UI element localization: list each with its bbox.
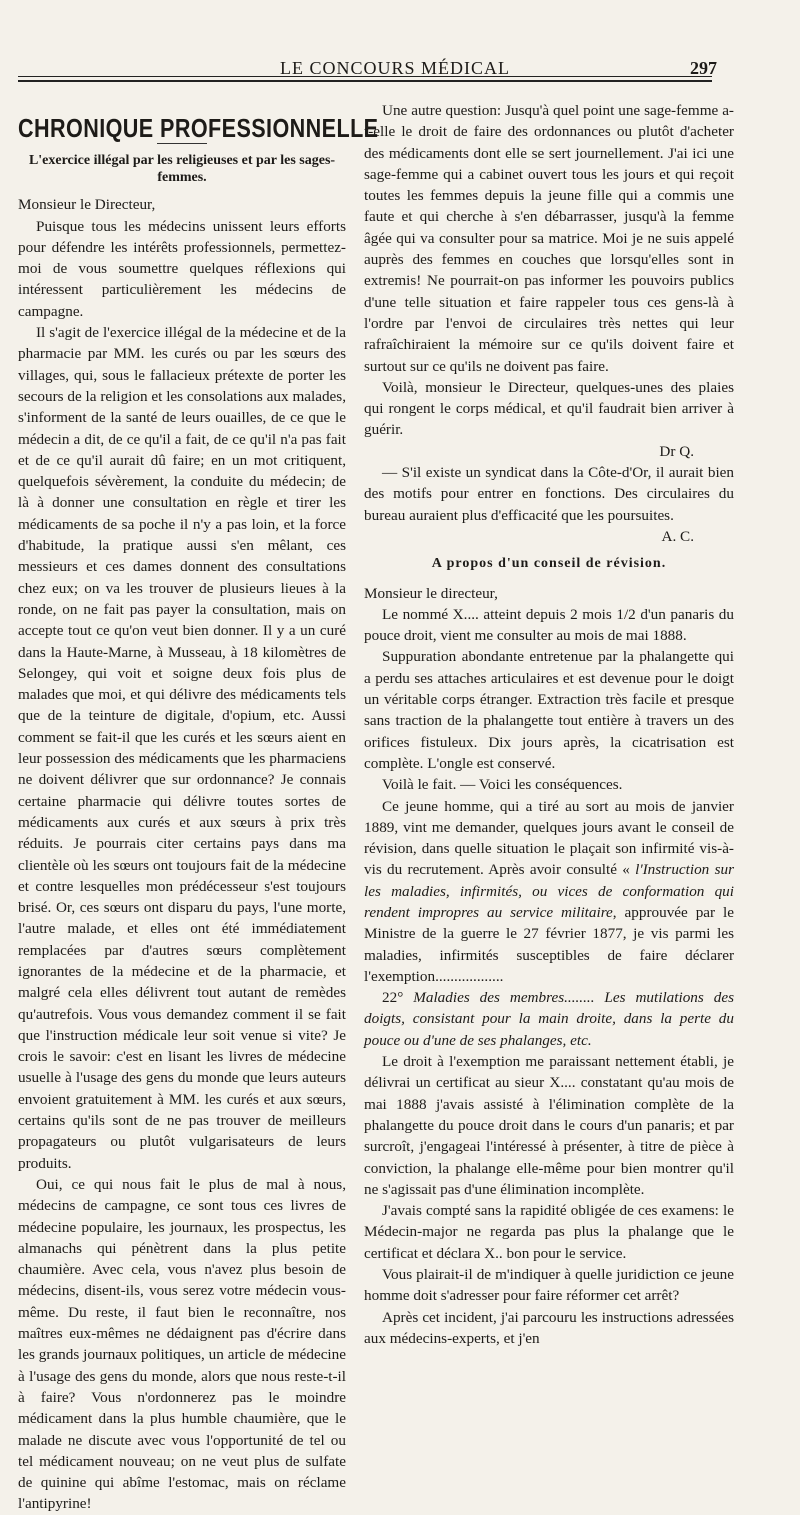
text-run: , approuvée par le Ministre de la guerre le 27 février 1877, je vis parmi les maladies, infirmités susceptibles de faire déclarer l'exemption.................. — [364, 903, 734, 985]
paragraph — [364, 987, 734, 1051]
signature: Dr Q. — [659, 442, 694, 460]
paragraph: Oui, ce qui nous fait le plus de mal à nous, médecins de campagne, ce sont tous ces livres de médecine populaire, les journaux, les prospectus, les almanachs qui pénètrent dans la plus petite chaumière. Avec cela, vous n'avez plus besoin de médecins, disent-ils, vous serez votre médecin vous-même. Du reste, il faut bien le reconnaître, nos maîtres eux-mêmes ne dédaignent pas d'écrire dans les grands journaux politiques, un article de médecine à l'usage des gens du monde, alors que nous reste-t-il à faire? Vous n'ordonnerez pas le moindre médicament dans la plus humble chaumière, que le malade ne discute avec vous l'opportunité de tel ou tel médicament nouveau; on ne veut plus de sulfate de quinine qui abîme l'estomac, mais on réclame l'antipyrine! — [18, 1175, 346, 1513]
paragraph: Le droit à l'exemption me paraissant nettement établi, je délivrai un certificat au sieur X.... constatant qu'au mois de mai 1888 j'avais assisté à l'élimination complète de la phalangette du pouce droit dans le cours d'un panaris; et par surcroît, j'engageai l'intéressé à présenter, à titre de pièce à conviction, la phalange elle-même pour bien montrer qu'il ne s'agissait pas d'une élimination incomplète. — [364, 1053, 734, 1198]
salutation: Monsieur le Directeur, — [18, 196, 156, 214]
paragraph: Suppuration abondante entretenue par la phalangette qui a perdu ses attaches articulaires et est devenue pour le doigt un véritable corps étranger. Extraction très facile et presque sans traction de la phalangette tout entière à travers un des orifices fistuleux. Dix jours après, la cicatrisation est complète. L'ongle est conservé. — [364, 648, 734, 772]
header-rule-thick — [18, 80, 712, 82]
paragraph: Après cet incident, j'ai parcouru les instructions adressées aux médecins-experts, et j'en — [364, 1308, 734, 1347]
left-column — [18, 100, 379, 1515]
article-title: L'exercice illégal par les religieuses et par les sages-femmes. — [28, 153, 336, 186]
paragraph: Il s'agit de l'exercice illégal de la médecine et de la pharmacie par MM. les curés ou par les sœurs des villages, qui, sous le fallacieux prétexte de porter les secours de la religion et les consolations aux malades, s'informent de la santé de leurs ouailles, de ce que le médecin a dit, de ce qu'il a fait, de ce qu'il n'a pas fait et de ce qu'il aurait dû faire; en un mot critiquent, quelquefois sévèrement, la conduite du médecin; de là à donner une consultation en règle et tirer les médicaments de sa poche il n'y a pas loin, et la force d'habitude, la pratique aussi s'en mêlant, ces messieurs et ces dames donnent des consultations chez eux; on va les trouver de plusieurs lieues à la ronde, on ne fait pas payer la consultation, mais on accepte tout ce qu'on veut bien donner. Il y a un curé dans la Haute-Marne, à Musseau, à 18 kilomètres de Selongey, qui voit et soigne deux fois plus de malades que moi, et qui délivre des médicaments tels que de la teinture de digitale, d'opium, etc. Aussi comment se fait-il que les curés et les sœurs aient en leur possession des médicaments que les pharmaciens ne doivent délivrer que sur ordonnance? Je connais certaine pharmacie qui délivre toutes sortes de médicaments aux curés et aux sœurs à prix très réduits. Je pourrais citer certains pays dans ma clientèle où les sœurs ont toujours fait de la médecine et contre lesquelles mon prédécesseur s'est toujours brisé. Or, ces sœurs ont disparu du pays, l'une morte, l'autre malade, et elles ont été immédiatement remplacées par d'autres sœurs complètement ignorantes de la médecine et de la pharmacie, et malgré cela elles délivrent tout autant de remèdes qu'autrefois. Vous vous demandez comment il se fait que l'instruction médicale leur soit venue si vite? Je crois le savoir: c'est en lisant les livres de médecine usuelle à l'usage des gens du monde que leurs auteurs envoient gratuitement à MM. les curés et aux sœurs, certains qu'ils sont de ne pas trouver de meilleurs propagateurs ou plutôt vulgarisateurs de leurs produits. — [18, 324, 346, 1172]
signature: A. C. — [661, 527, 694, 545]
paragraph: Voilà le fait. — Voici les conséquences. — [382, 776, 623, 794]
section-title: CHRONIQUE PROFESSIONNELLE — [18, 113, 379, 143]
header-rule — [18, 76, 712, 77]
right-column — [364, 100, 734, 1349]
paragraph — [364, 796, 734, 988]
italic-citation: Maladies des membres........ Les mutilations des doigts, consistant pour la main droite, dans la perte du pouce ou d'une de ses phalanges, etc. — [364, 989, 734, 1049]
item-number: 22° — [382, 989, 404, 1007]
paragraph: J'avais compté sans la rapidité obligée de ces examens: le Médecin-major ne regarda pas plus la phalange que le certificat et déclara X.. bon pour le service. — [364, 1202, 734, 1262]
paragraph: Voilà, monsieur le Directeur, quelques-unes des plaies qui rongent le corps médical, et qu'il faudrait bien arriver à guérir. — [364, 378, 734, 439]
paragraph: Le nommé X.... atteint depuis 2 mois 1/2 d'un panaris du pouce droit, vient me consulter au mois de mai 1888. — [364, 605, 734, 645]
paragraph: Une autre question: Jusqu'à quel point une sage-femme a-t-elle le droit de faire des ordonnances ou plutôt d'acheter des médicaments dont elle se sert journellement. J'ai ici une sage-femme qui a cabinet ouvert tous les jours et qui reçoit toutes les femmes depuis la jeune fille qui a commis une faute et qui cherche à s'en débarrasser, jusqu'à la femme âgée qui va consulter pour sa matrice. Moi je ne suis appelé auprès des femmes en couches que lorsqu'elles sont in extremis! Ne pourrait-on pas informer les pouvoirs publics d'une telle situation et faire rappeler tous ces gens-là à l'ordre par l'envoi de circulaires très nettes qui leur rafraîchiraient la mémoire sur ce qu'ils doivent faire et surtout sur ce qu'ils ne doivent pas faire. — [364, 102, 734, 375]
page-number: 297 — [690, 58, 717, 78]
paragraph: Puisque tous les médecins unissent leurs efforts pour défendre les intérêts professionnels, permettez-moi de vous soumettre quelques réflexions qui intéressent particulièrement les médecins de campagne. — [18, 217, 346, 320]
running-header: LE CONCOURS MÉDICAL — [279, 58, 510, 78]
title-divider — [157, 143, 207, 144]
salutation: Monsieur le directeur, — [364, 584, 498, 602]
paragraph: — S'il existe un syndicat dans la Côte-d'Or, il aurait bien des motifs pour entrer en fonctions. Des circulaires du bureau auraient plus d'efficacité que les poursuites. — [364, 464, 734, 524]
paragraph: Vous plairait-il de m'indiquer à quelle juridiction ce jeune homme doit s'adresser pour faire réformer cet arrêt? — [364, 1266, 734, 1305]
italic-citation: l'Instruction sur les maladies, infirmités, ou vices de conformation qui rendent impropres au service militaire — [364, 861, 734, 921]
article-title: A propos d'un conseil de révision. — [431, 556, 667, 572]
text-run: Ce jeune homme, qui a tiré au sort au mois de janvier 1889, vint me demander, quelques jours avant le conseil de révision, dans quelle situation le plaçait son infirmité vis-à-vis du recrutement. Après avoir consulté « — [364, 797, 734, 879]
